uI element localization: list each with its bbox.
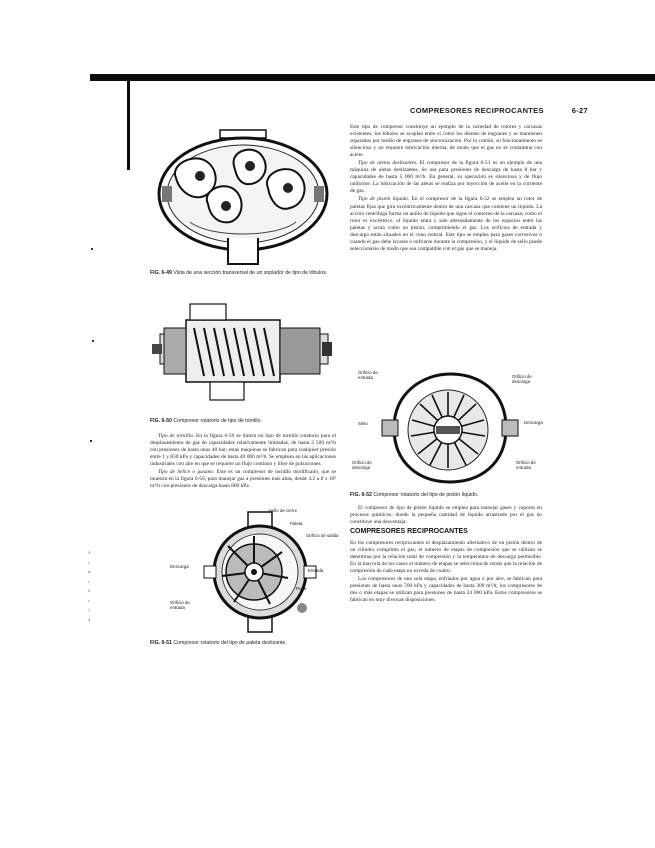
scan-speck [90,440,92,442]
margin-mark: 3 [88,550,91,555]
figure-number-fig49: FIG. 6-49 [150,270,172,276]
figure-sliding-vane [200,508,320,636]
scan-edge-mark [127,78,130,170]
margin-mark: • [88,559,90,565]
paragraph-text: En el compresor de la figura 6-52 se emplea un rotor de paletas fijas que gira excéntricamente dentro de una carcasa que contiene un líquido. La acción centrífuga forma un anillo de líquido que sigue el contorno de la carcasa; como el rotor es excéntrico, el líquido entra y sale alternadamente de los espacios entre las paletas y actúa como un pistón, comprimiendo el gas. Los orificios de entrada y descarga están situados en el cono central. Este tipo se emplea para gases corrosivos o cuando el gas debe lavarse o enfriarse durante la compresión, y el líquido de sello puede seleccionarse de modo que sea compatible con el gas que se maneja. [350,196,542,252]
label-orificio-salida: Orificio de salida [306,533,339,538]
run-in-heading: Tipo de aletas deslizantes. [358,160,418,167]
paragraph [150,433,336,468]
right-column-text [350,124,542,254]
figure-caption-text-fig50: Compresor rotatorio de tipo de tornillo. [173,418,262,424]
figure-screw-compressor [150,298,336,410]
margin-mark: Z [88,588,91,594]
section-heading: COMPRESORES RECIPROCANTES [350,528,468,535]
label-orificio-entrada: Orificio de entrada [170,600,190,610]
label-rotor: Rotor [296,586,307,591]
page-number: 6-27 [571,106,588,115]
figure-number-fig50: FIG. 6-50 [150,418,172,424]
paragraph: En los compresores reciprocantes el desplazamiento alternativo de un pistón dentro de un cilindro comprime el gas; el número de etapas de compresión que se utilizan se determina por la relación total de compresión y la temperatura de descarga permisible. En la mayoría de los casos el número de etapas se selecciona de modo que la relación de compresión de cada etapa no exceda de cuatro. [350,540,542,575]
scan-speck [91,248,93,250]
paragraph-text: El compresor de la figura 6-51 es un ejemplo de una máquina de aletas deslizantes. Se usa para presiones de descarga de hasta 8 bar y capacidades de hasta 5 000 m³/h. En general, su operación es silenciosa y de flujo uniforme. La lubricación de las aletas se realiza por inyección de aceite en la corriente de gas. [350,160,542,195]
section-text [350,540,542,605]
figure-caption-fig49 [150,270,336,276]
figure-number-fig52: FIG. 6-52 [350,492,372,498]
right-column-text-lower [350,505,542,527]
label-descarga: Descarga [170,564,189,569]
figure-caption-fig51 [150,640,336,646]
figure-caption-fig50 [150,418,336,424]
left-column-text [150,433,336,491]
running-head [400,104,600,118]
figure-caption-fig52 [350,492,542,498]
label-fig52-a: Orificio de entrada [358,370,378,380]
label-fig52-e: Orificio de descarga [352,460,372,470]
label-fig52-d: Descarga [524,420,543,425]
figure-caption-text-fig51: Compresor rotatorio del tipo de paleta deslizante. [173,640,287,646]
run-in-heading: Tipo de hélice o gusano. [158,469,215,476]
liquid-piston-drawing [380,370,520,488]
figure-liquid-piston [380,370,520,488]
paragraph: Los compresores de una sola etapa, enfriados por agua o por aire, se fabrican para presiones de hasta unos 700 kPa y capacidades de hasta 300 m³/h; los compresores de dos o más etapas se utilizan para presiones de hasta 24 000 kPa. Estos compresores se fabrican en muy diversas disposiciones. [350,576,542,604]
run-in-heading: Tipo de pistón líquido. [358,196,410,203]
paragraph-text: Este es un compresor de tornillo modificado, que se muestra en la figura 6-50, para manejar gas a presiones más altas, desde 4.2 a 8 x 10³ m³/h con presiones de descarga hasta 860 kPa. [150,469,336,490]
screw-compressor-drawing [150,298,336,410]
margin-mark: A [88,569,91,575]
paragraph [150,469,336,490]
paragraph-text: En la figura 6-50 se ilustra un tipo de tornillo rotatorio para el desplazamiento de gas de capacidades relativamente limitadas, de hasta 2 500 m³/h con presiones de hasta unos 40 bar; estas máquinas se fabrican para cualquier presión entre 1 y 850 kPa y capacidades de hasta 40 000 m³/h. Se emplean en las aplicaciones industriales con aire en que se requiere un flujo continuo y libre de pulsaciones. [150,433,336,468]
run-in-heading: Tipo de tornillo. [158,433,195,439]
margin-mark: 7 [88,607,91,613]
label-anillo: Anillo de cierre [268,508,298,513]
figure-caption-text-fig49: Vista de una sección transversal de un soplador de tipo de lóbulos. [173,270,328,276]
label-paleta: Paleta [290,521,303,526]
paragraph: El compresor de tipo de pistón líquido se emplea para manejar gases y vapores en procesos químicos, donde la pequeña cantidad de líquido arrastrado por el gas no constituye una desventaja. [350,505,542,526]
margin-mark: 3 [88,617,91,623]
label-entrada: Entrada [308,568,324,573]
sliding-vane-drawing [200,508,320,636]
lobe-blower-drawing [150,126,336,266]
margin-mark: • [88,578,90,584]
label-fig52-c: Sello [358,421,368,426]
figure-caption-text-fig52: Compresor rotatorio del tipo de pistón líquido. [373,492,479,498]
margin-mark: • [88,597,90,603]
label-fig52-f: Orificio de entrada [516,460,536,470]
figure-lobe-blower [150,126,336,266]
paragraph [350,160,542,195]
paragraph: Este tipo de compresor constituye un ejemplo de la variedad de rotores y carcasas existentes; los lóbulos se acoplan entre sí como los dientes de engranes y se mantienen separados por medio de engranes de sincronización. Por lo común, su funcionamiento es silencioso y no requiere lubricación interna, de modo que el gas no se contamina con aceite. [350,124,542,159]
scan-header-bar [90,74,655,81]
label-fig52-b: Orificio de descarga [512,374,532,384]
figure-number-fig51: FIG. 6-51 [150,640,172,646]
paragraph [350,196,542,252]
running-head-title: COMPRESORES RECIPROCANTES [410,106,544,115]
scan-speck [92,340,94,342]
margin-marks [88,548,96,625]
